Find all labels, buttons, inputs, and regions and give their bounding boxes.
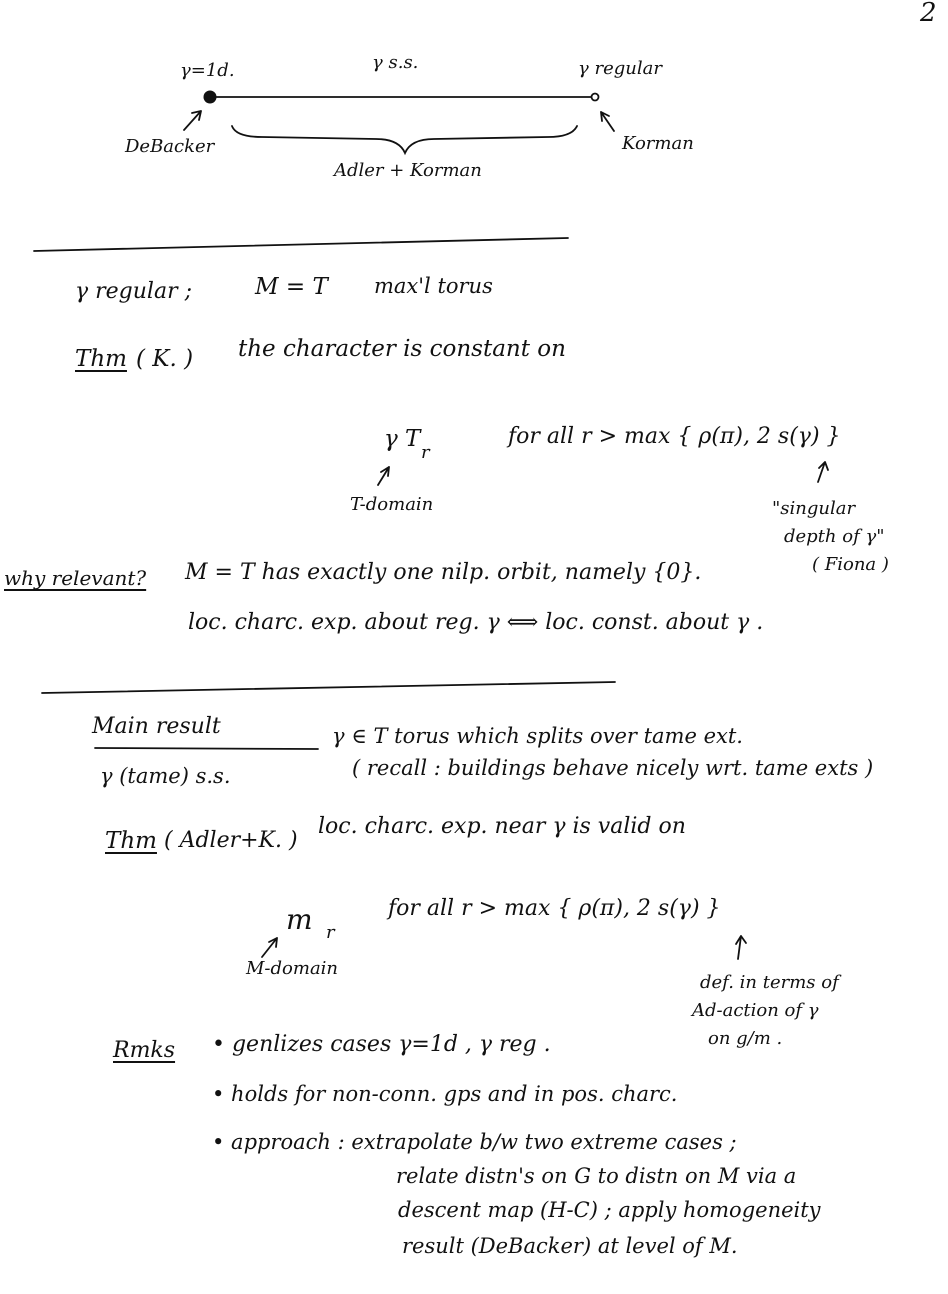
remark-item-2: • holds for non-conn. gps and in pos. charc.	[212, 1082, 678, 1106]
diagram-middle-label: γ s.s.	[372, 52, 419, 73]
gamma-tame-text: γ (tame) s.s.	[100, 764, 231, 788]
remark-approach-line-4: result (DeBacker) at level of M.	[402, 1234, 738, 1258]
t-domain-symbol: γ T	[384, 426, 421, 452]
maximal-torus-text: max'l torus	[374, 274, 493, 298]
singular-depth-arrow	[818, 462, 828, 482]
diagram-right-author: Korman	[622, 133, 694, 154]
diagram-right-label: γ regular	[578, 58, 662, 79]
torus-splits-text: γ ∈ T torus which splits over tame ext.	[332, 724, 743, 748]
singular-depth-note-line2: depth of γ"	[784, 526, 885, 547]
remarks-label: Rmks	[113, 1038, 176, 1063]
thm-adler-k-statement: loc. charc. exp. near γ is valid on	[318, 814, 686, 839]
t-domain-condition: for all r > max { ρ(π), 2 s(γ) }	[508, 424, 841, 449]
why-relevant-text: M = T has exactly one nilp. orbit, namely {0}.	[185, 560, 702, 585]
diagram-left-label: γ=1d.	[180, 60, 235, 81]
thm-k-label: Thm	[75, 346, 127, 372]
korman-arrow	[601, 112, 614, 131]
m-domain-symbol: m	[286, 903, 313, 936]
thm-k-author: ( K. )	[136, 346, 194, 372]
thm-adler-k-author: ( Adler+K. )	[164, 828, 298, 853]
m-domain-note: M-domain	[246, 958, 339, 979]
diagram-brace-label: Adler + Korman	[334, 160, 482, 181]
main-result-rule	[95, 748, 318, 749]
thm-k-statement: the character is constant on	[238, 336, 566, 362]
def-note-line3: on g/m .	[708, 1028, 783, 1049]
equivalence-text: loc. charc. exp. about reg. γ ⟺ loc. const. about γ .	[188, 610, 764, 635]
thm-adler-k-label: Thm	[105, 828, 157, 854]
def-note-arrow	[736, 936, 746, 959]
singular-depth-note-line1: "singular	[772, 498, 856, 519]
t-domain-arrow	[378, 467, 389, 485]
def-note-line1: def. in terms of	[700, 972, 839, 993]
gamma-regular-text: γ regular ;	[75, 279, 193, 304]
m-domain-subscript: r	[326, 922, 335, 943]
t-domain-note: T-domain	[350, 494, 434, 515]
diagram-left-author: DeBacker	[125, 136, 215, 157]
adler-korman-brace	[232, 126, 577, 153]
identity-endpoint-dot	[204, 91, 217, 104]
remark-approach-line-3: descent map (H-C) ; apply homogeneity	[398, 1198, 821, 1222]
why-relevant-label: why relevant?	[4, 566, 147, 590]
recall-text: ( recall : buildings behave nicely wrt. tame exts )	[352, 756, 874, 780]
m-domain-arrow	[262, 938, 277, 957]
remark-item-1: • genlizes cases γ=1d , γ reg .	[212, 1032, 551, 1057]
remark-item-3: • approach : extrapolate b/w two extreme cases ;	[212, 1130, 737, 1154]
def-note-line2: Ad-action of γ	[692, 1000, 819, 1021]
divider-middle	[42, 682, 615, 693]
singular-depth-note-line3: ( Fiona )	[812, 554, 889, 575]
divider-top	[34, 238, 568, 251]
t-domain-subscript: r	[421, 442, 430, 463]
m-equals-t-text: M = T	[255, 274, 328, 300]
remark-approach-line-2: relate distn's on G to distn on M via a	[396, 1164, 797, 1188]
main-result-label: Main result	[92, 714, 221, 739]
m-domain-condition: for all r > max { ρ(π), 2 s(γ) }	[388, 896, 721, 921]
page-number: 2	[920, 0, 937, 28]
regular-endpoint-dot	[592, 94, 599, 101]
debacker-arrow	[184, 111, 201, 130]
